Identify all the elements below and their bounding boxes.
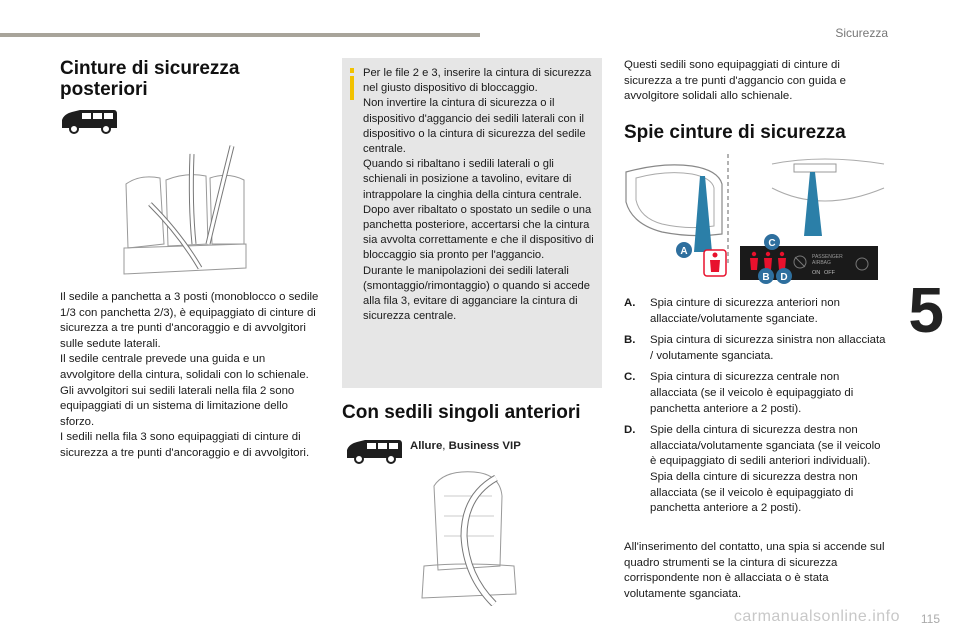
legend-text: Spie della cintura di sicurezza destra non allacciata/volutamente sganciata (se il veicolo è equipaggiato di sedili anteriori individuali). Spia della cinture di sicurezza destra non allacciata (se il veicolo è equipaggiato di panchetta anteriore a 2 posti).: [650, 424, 881, 515]
airbag-on-label: ON: [812, 270, 821, 276]
section-name: Sicurezza: [835, 26, 888, 40]
legend-item-c: [624, 370, 886, 417]
rear-seatbelts-paragraph: Il sedile a panchetta a 3 posti (monoblocco o sedile 1/3 con panchetta 2/3), è equipaggiato di cinture di sicurezza a tre punti d'ancoraggio e di avvolgitori sulle sedute laterali. Il sedile centrale prevede una guida e un avvolgitore della cintura, solidali con lo schienale. Gli avvolgitori sui sedili laterali nella fila 2 sono equipaggiati di un sistema di limitazione dello sforzo. I sedili nella fila 3 sono equipaggiati di cinture di sicurezza a tre punti d'ancoraggio e di avvolgitori.: [60, 291, 319, 459]
rear-bench-seatbelt-illustration: [120, 144, 250, 282]
watermark: carmanualsonline.info: [733, 608, 900, 625]
label-b: B: [762, 272, 770, 283]
version-separator: ,: [442, 440, 449, 452]
label-c: C: [768, 238, 776, 249]
single-front-seats-title: Con sedili singoli anteriori: [342, 402, 581, 423]
info-box: [342, 58, 602, 388]
seatbelt-warning-lamps-illustration: [622, 154, 886, 284]
front-seats-intro: Questi sedili sono equipaggiati di cinture di sicurezza a tre punti d'aggancio con guida e avvolgitore solidali allo schienale.: [624, 59, 846, 103]
version-business-vip: Business VIP: [448, 440, 521, 452]
label-d: D: [780, 272, 788, 283]
legend-key: A.: [624, 297, 636, 309]
legend-item-d: [624, 423, 886, 517]
version-label: [410, 440, 521, 452]
header-rule: [0, 33, 480, 37]
legend-item-a: [624, 296, 886, 327]
chapter-number: 5: [908, 274, 944, 346]
info-box-text: Per le file 2 e 3, inserire la cintura di sicurezza nel giusto dispositivo di bloccaggio. Non invertire la cintura di sicurezza o il dispositivo d'aggancio dei sedili laterali con il dispositivo o la cintura di sicurezza del sedile centrale. Quando si ribaltano i sedili laterali o gli schienali in posizione a tavolino, evitare di intrappolare la cinghia della cintura centrale. Dopo aver ribaltato o spostato un sedile o una panchetta posteriore, accertarsi che la cintura sia avvolta correttamente e che il dispositivo di bloccaggio sia pronto per l'aggancio. Durante le manipolazioni dei sedili laterali (smontaggio/rimontaggio) o quando si accede alla fila 3, evitare di agganciare la cintura di sicurezza centrale.: [363, 67, 594, 323]
page-number: 115: [920, 612, 940, 626]
info-icon: [350, 68, 354, 100]
seatbelt-warning-lamps-title: Spie cinture di sicurezza: [624, 122, 846, 143]
rear-seatbelts-title: Cinture di sicurezza posteriori: [60, 58, 240, 100]
airbag-off-label: OFF: [824, 270, 835, 276]
airbag-label-line1: PASSENGER: [812, 254, 843, 260]
legend-key: C.: [624, 371, 636, 384]
legend-text: Spia cintura di sicurezza sinistra non allacciata / volutamente sganciata.: [650, 334, 886, 362]
label-a: A: [680, 246, 688, 257]
warning-lamps-outro: All'inserimento del contatto, una spia si accende sul quadro strumenti se la cintura di sicurezza corrispondente non è allacciata o è stata volutamente sganciata.: [624, 541, 885, 600]
legend-text: Spia cintura di sicurezza centrale non allacciata (se il veicolo è equipaggiato di panchetta anteriore a 2 posti).: [650, 371, 854, 415]
rear-seatbelts-text: [60, 290, 322, 462]
warning-lamps-legend: [624, 296, 886, 523]
legend-key: D.: [624, 424, 636, 437]
legend-item-b: [624, 333, 886, 364]
front-seat-seatbelt-illustration: [404, 466, 532, 606]
version-allure: Allure: [410, 440, 443, 452]
legend-key: B.: [624, 334, 636, 347]
van-icon: [344, 438, 404, 464]
legend-text: Spia cinture di sicurezza anteriori non allacciate/volutamente sganciate.: [650, 297, 840, 325]
airbag-label-line2: AIRBAG: [812, 260, 831, 266]
van-icon: [60, 108, 118, 134]
